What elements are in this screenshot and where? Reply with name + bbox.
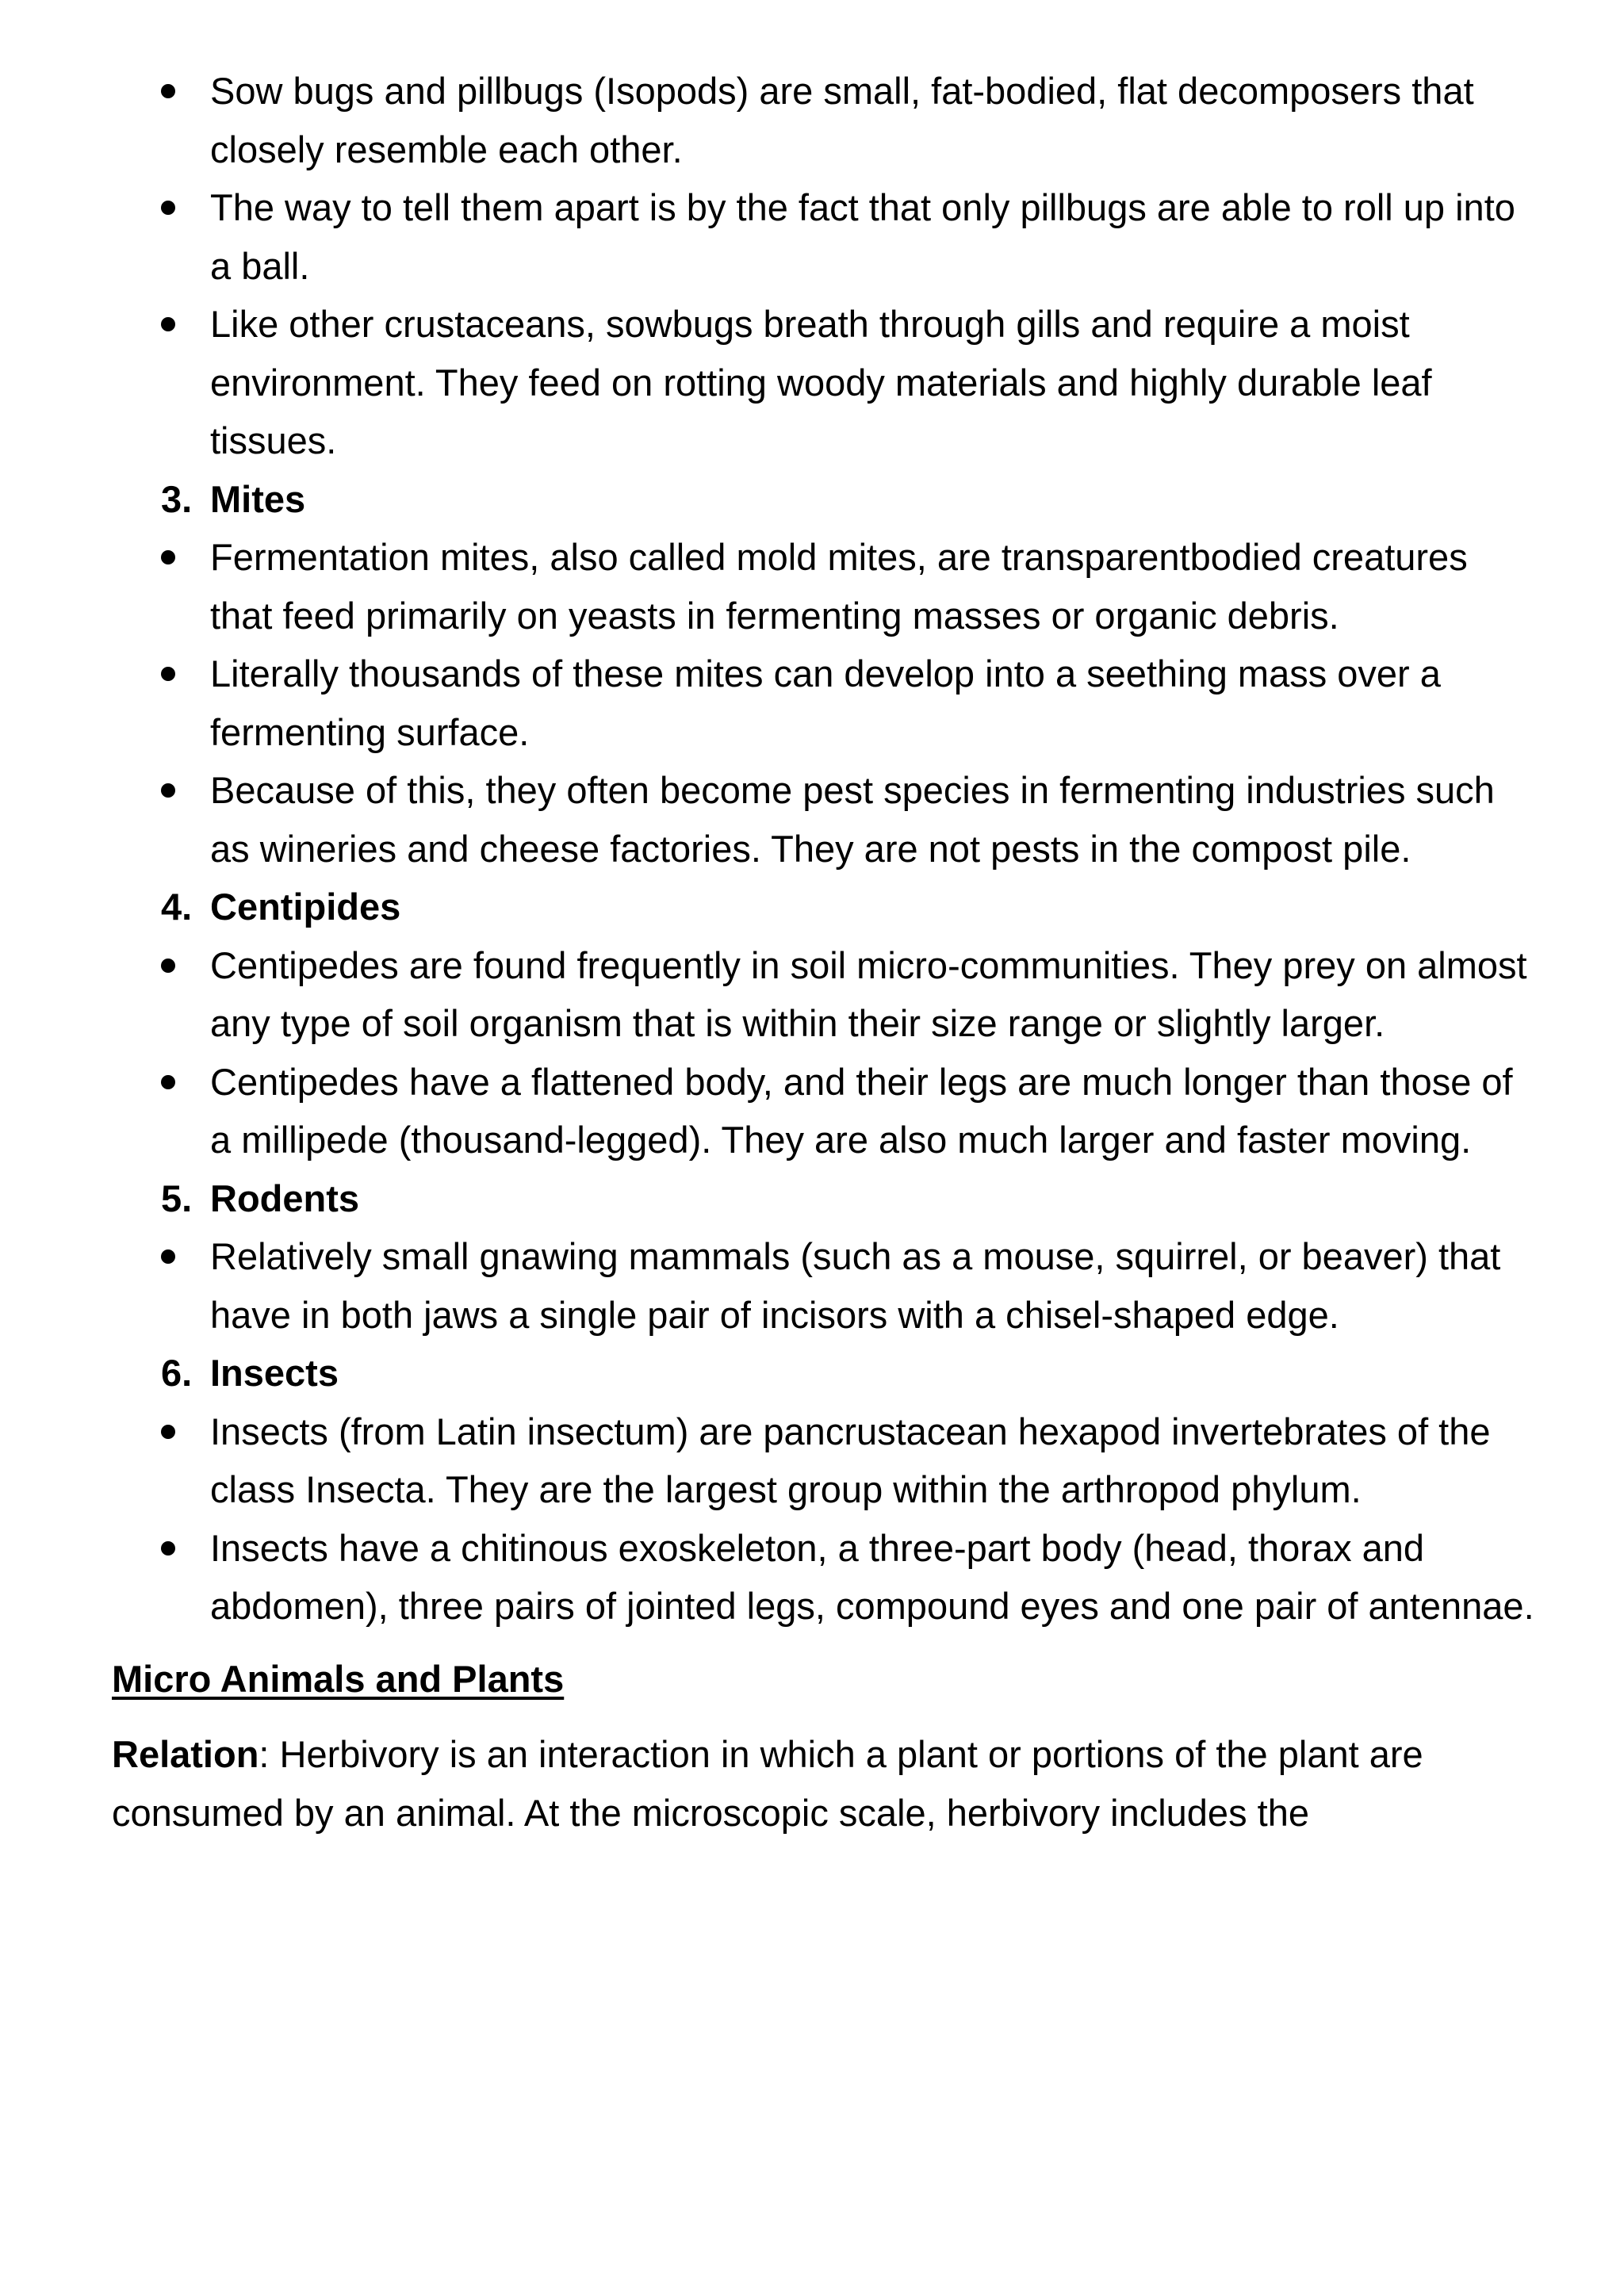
bullet-text: Insects (from Latin insectum) are pancrustacean hexapod invertebrates of the class Insecta. They are the largest group within the arthropod phylum. (210, 1410, 1491, 1510)
heading-text: Insects (210, 1352, 339, 1394)
bullet-item (112, 645, 1539, 761)
bullet-item (112, 1402, 1539, 1519)
heading-number: 5. (161, 1177, 193, 1219)
bullet-text: Literally thousands of these mites can develop into a seething mass over a fermenting surface. (210, 652, 1441, 753)
heading-text: Centipides (210, 886, 401, 928)
heading-text: Rodents (210, 1177, 359, 1219)
bullet-item (112, 761, 1539, 878)
bullet-text: Relatively small gnawing mammals (such as a mouse, squirrel, or beaver) that have in both jaws a single pair of incisors with a chisel-shaped edge. (210, 1235, 1501, 1336)
relation-label: Relation (112, 1733, 259, 1775)
bullet-text: Centipedes have a flattened body, and their legs are much longer than those of a millipede (thousand-legged). They are also much larger and faster moving. (210, 1060, 1513, 1161)
heading-number: 3. (161, 477, 193, 520)
bullet-item (112, 1053, 1539, 1169)
bullet-item (112, 936, 1539, 1053)
bullet-text: Because of this, they often become pest species in fermenting industries such as wineries and cheese factories. They are not pests in the compost pile. (210, 769, 1495, 870)
numbered-heading (112, 470, 1539, 529)
bullet-item (112, 62, 1539, 178)
numbered-heading (112, 1169, 1539, 1228)
bullet-text: Centipedes are found frequently in soil micro-communities. They prey on almost any type of soil organism that is within their size range or slightly larger. (210, 943, 1527, 1044)
bullet-item (112, 178, 1539, 295)
bullet-text: Like other crustaceans, sowbugs breath through gills and require a moist environment. They feed on rotting woody materials and highly durable leaf tissues. (210, 303, 1432, 461)
bullet-text: Insects have a chitinous exoskeleton, a three-part body (head, thorax and abdomen), three pairs of jointed legs, compound eyes and one pair of antennae. (210, 1526, 1534, 1627)
bullet-text: The way to tell them apart is by the fact that only pillbugs are able to roll up into a ball. (210, 186, 1515, 287)
bullet-item (112, 295, 1539, 470)
content-list (112, 62, 1539, 1636)
relation-paragraph (112, 1725, 1539, 1842)
bullet-text: Fermentation mites, also called mold mites, are transparentbodied creatures that feed primarily on yeasts in fermenting masses or organic debris. (210, 536, 1468, 637)
relation-text: : Herbivory is an interaction in which a plant or portions of the plant are consumed by an animal. At the microscopic scale, herbivory includes the (112, 1733, 1423, 1834)
section-title: Micro Animals and Plants (112, 1657, 565, 1700)
bullet-item (112, 1227, 1539, 1344)
document-body (112, 62, 1539, 1842)
heading-number: 6. (161, 1352, 193, 1394)
numbered-heading (112, 878, 1539, 936)
heading-number: 4. (161, 886, 193, 928)
bullet-item (112, 528, 1539, 645)
bullet-text: Sow bugs and pillbugs (Isopods) are small, fat-bodied, flat decomposers that closely resemble each other. (210, 70, 1474, 170)
heading-text: Mites (210, 477, 306, 520)
bullet-item (112, 1519, 1539, 1636)
numbered-heading (112, 1344, 1539, 1402)
